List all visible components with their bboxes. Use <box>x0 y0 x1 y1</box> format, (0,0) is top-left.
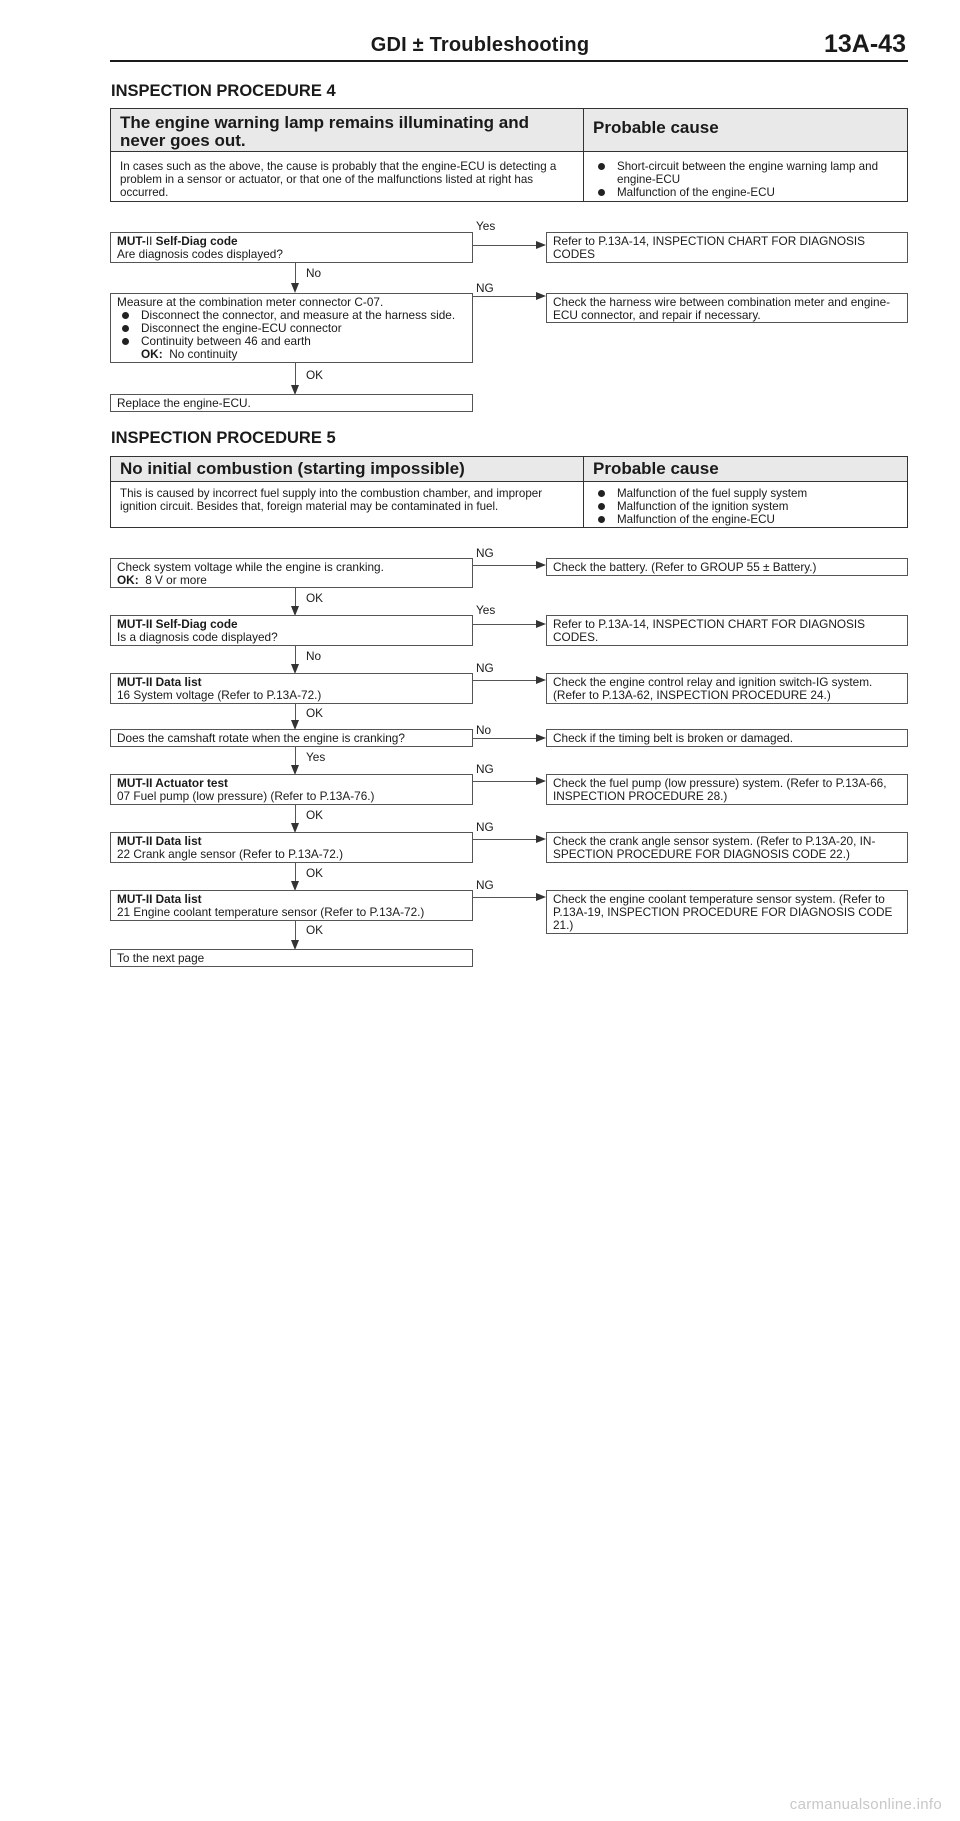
p5-step-crank-angle: MUT-II Data list 22 Crank angle sensor (Refer to P.13A-72.) <box>110 832 473 863</box>
branch-label: OK <box>306 368 324 382</box>
branch-label: NG <box>476 546 494 560</box>
p5-step-next-page: To the next page <box>110 949 473 967</box>
p5-result-crank-angle: Check the crank angle sensor system. (Refer to P.13A-20, IN-SPECTION PROCEDURE FOR DIAGNOSIS CODE 22.) <box>546 832 908 863</box>
probable-cause-list <box>593 487 898 526</box>
p5-step-coolant-temp: MUT-II Data list 21 Engine coolant temperature sensor (Refer to P.13A-72.) <box>110 890 473 921</box>
symptom-text: No initial combustion (starting impossible) <box>120 459 465 478</box>
procedure-5-title: INSPECTION PROCEDURE 5 <box>111 429 336 447</box>
branch-label: Yes <box>476 219 496 233</box>
p5-result-coolant-temp: Check the engine coolant temperature sensor system. (Refer to P.13A-19, INSPECTION PROCEDURE FOR DIAGNOSIS CODE 21.) <box>546 890 908 934</box>
p5-result-diagnosis-chart: Refer to P.13A-14, INSPECTION CHART FOR DIAGNOSIS CODES. <box>546 615 908 646</box>
branch-label: No <box>476 723 492 737</box>
branch-label: NG <box>476 281 494 295</box>
p5-result-control-relay: Check the engine control relay and ignition switch-IG system. (Refer to P.13A-62, INSPECTION PROCEDURE 24.) <box>546 673 908 704</box>
procedure-5-symptom-table <box>110 456 908 528</box>
probable-cause-header: Probable cause <box>593 459 719 478</box>
page-code: 13A-43 <box>824 30 906 58</box>
p5-step-self-diag: MUT-II Self-Diag code Is a diagnosis code displayed? <box>110 615 473 646</box>
branch-label: OK <box>306 866 324 880</box>
p5-result-timing-belt: Check if the timing belt is broken or damaged. <box>546 729 908 747</box>
branch-label: Yes <box>476 603 496 617</box>
branch-label: NG <box>476 762 494 776</box>
header-rule <box>110 60 908 62</box>
branch-label: NG <box>476 878 494 892</box>
cause-item: Malfunction of the engine-ECU <box>593 513 898 526</box>
probable-cause-list <box>593 160 898 199</box>
symptom-text: The engine warning lamp remains illuminating and never goes out. <box>120 113 530 150</box>
footer-watermark[interactable]: carmanualsonline.info <box>789 1796 942 1813</box>
cause-item: Short-circuit between the engine warning lamp and engine-ECU <box>593 160 898 186</box>
branch-label: No <box>306 266 322 280</box>
symptom-description: This is caused by incorrect fuel supply into the combustion chamber, and improper ignition circuit. Besides that, foreign material may be contaminated in fuel. <box>120 487 543 513</box>
symptom-description: In cases such as the above, the cause is probably that the engine-ECU is detecting a problem in a sensor or actuator, or that one of the malfunctions listed at right has occurred. <box>120 160 557 199</box>
p5-step-actuator-test: MUT-II Actuator test 07 Fuel pump (low pressure) (Refer to P.13A-76.) <box>110 774 473 805</box>
cause-item: Malfunction of the fuel supply system <box>593 487 898 500</box>
branch-label: NG <box>476 661 494 675</box>
probable-cause-header: Probable cause <box>593 118 719 137</box>
cause-item: Malfunction of the engine-ECU <box>593 186 898 199</box>
cause-item: Malfunction of the ignition system <box>593 500 898 513</box>
p4-result-diagnosis-chart: Refer to P.13A-14, INSPECTION CHART FOR DIAGNOSIS CODES <box>546 232 908 263</box>
p5-step-system-voltage: Check system voltage while the engine is cranking. OK: 8 V or more <box>110 558 473 588</box>
procedure-4-title: INSPECTION PROCEDURE 4 <box>111 82 336 100</box>
page-header-title: GDI ± Troubleshooting <box>370 34 590 56</box>
p4-step-self-diag: MUT-II Self-Diag code Are diagnosis codes displayed? <box>110 232 473 263</box>
branch-label: OK <box>306 591 324 605</box>
branch-label: Yes <box>306 750 326 764</box>
procedure-4-symptom-table <box>110 108 908 202</box>
p4-step-measure-connector: Measure at the combination meter connector C-07. Disconnect the connector, and measure at the harness side. Disconnect the engine-ECU connector Continuity between 46 and earth OK: No continuity <box>110 293 473 363</box>
branch-label: OK <box>306 923 324 937</box>
p5-result-fuel-pump: Check the fuel pump (low pressure) system. (Refer to P.13A-66, INSPECTION PROCEDURE 28.) <box>546 774 908 805</box>
p5-result-battery: Check the battery. (Refer to GROUP 55 ± Battery.) <box>546 558 908 576</box>
p4-step-replace-ecu: Replace the engine-ECU. <box>110 394 473 412</box>
branch-label: OK <box>306 808 324 822</box>
p5-step-camshaft: Does the camshaft rotate when the engine is cranking? <box>110 729 473 747</box>
branch-label: OK <box>306 706 324 720</box>
branch-label: NG <box>476 820 494 834</box>
p5-step-data-list-voltage: MUT-II Data list 16 System voltage (Refer to P.13A-72.) <box>110 673 473 704</box>
branch-label: No <box>306 649 322 663</box>
p4-result-harness-check: Check the harness wire between combination meter and engine-ECU connector, and repair if necessary. <box>546 293 908 323</box>
